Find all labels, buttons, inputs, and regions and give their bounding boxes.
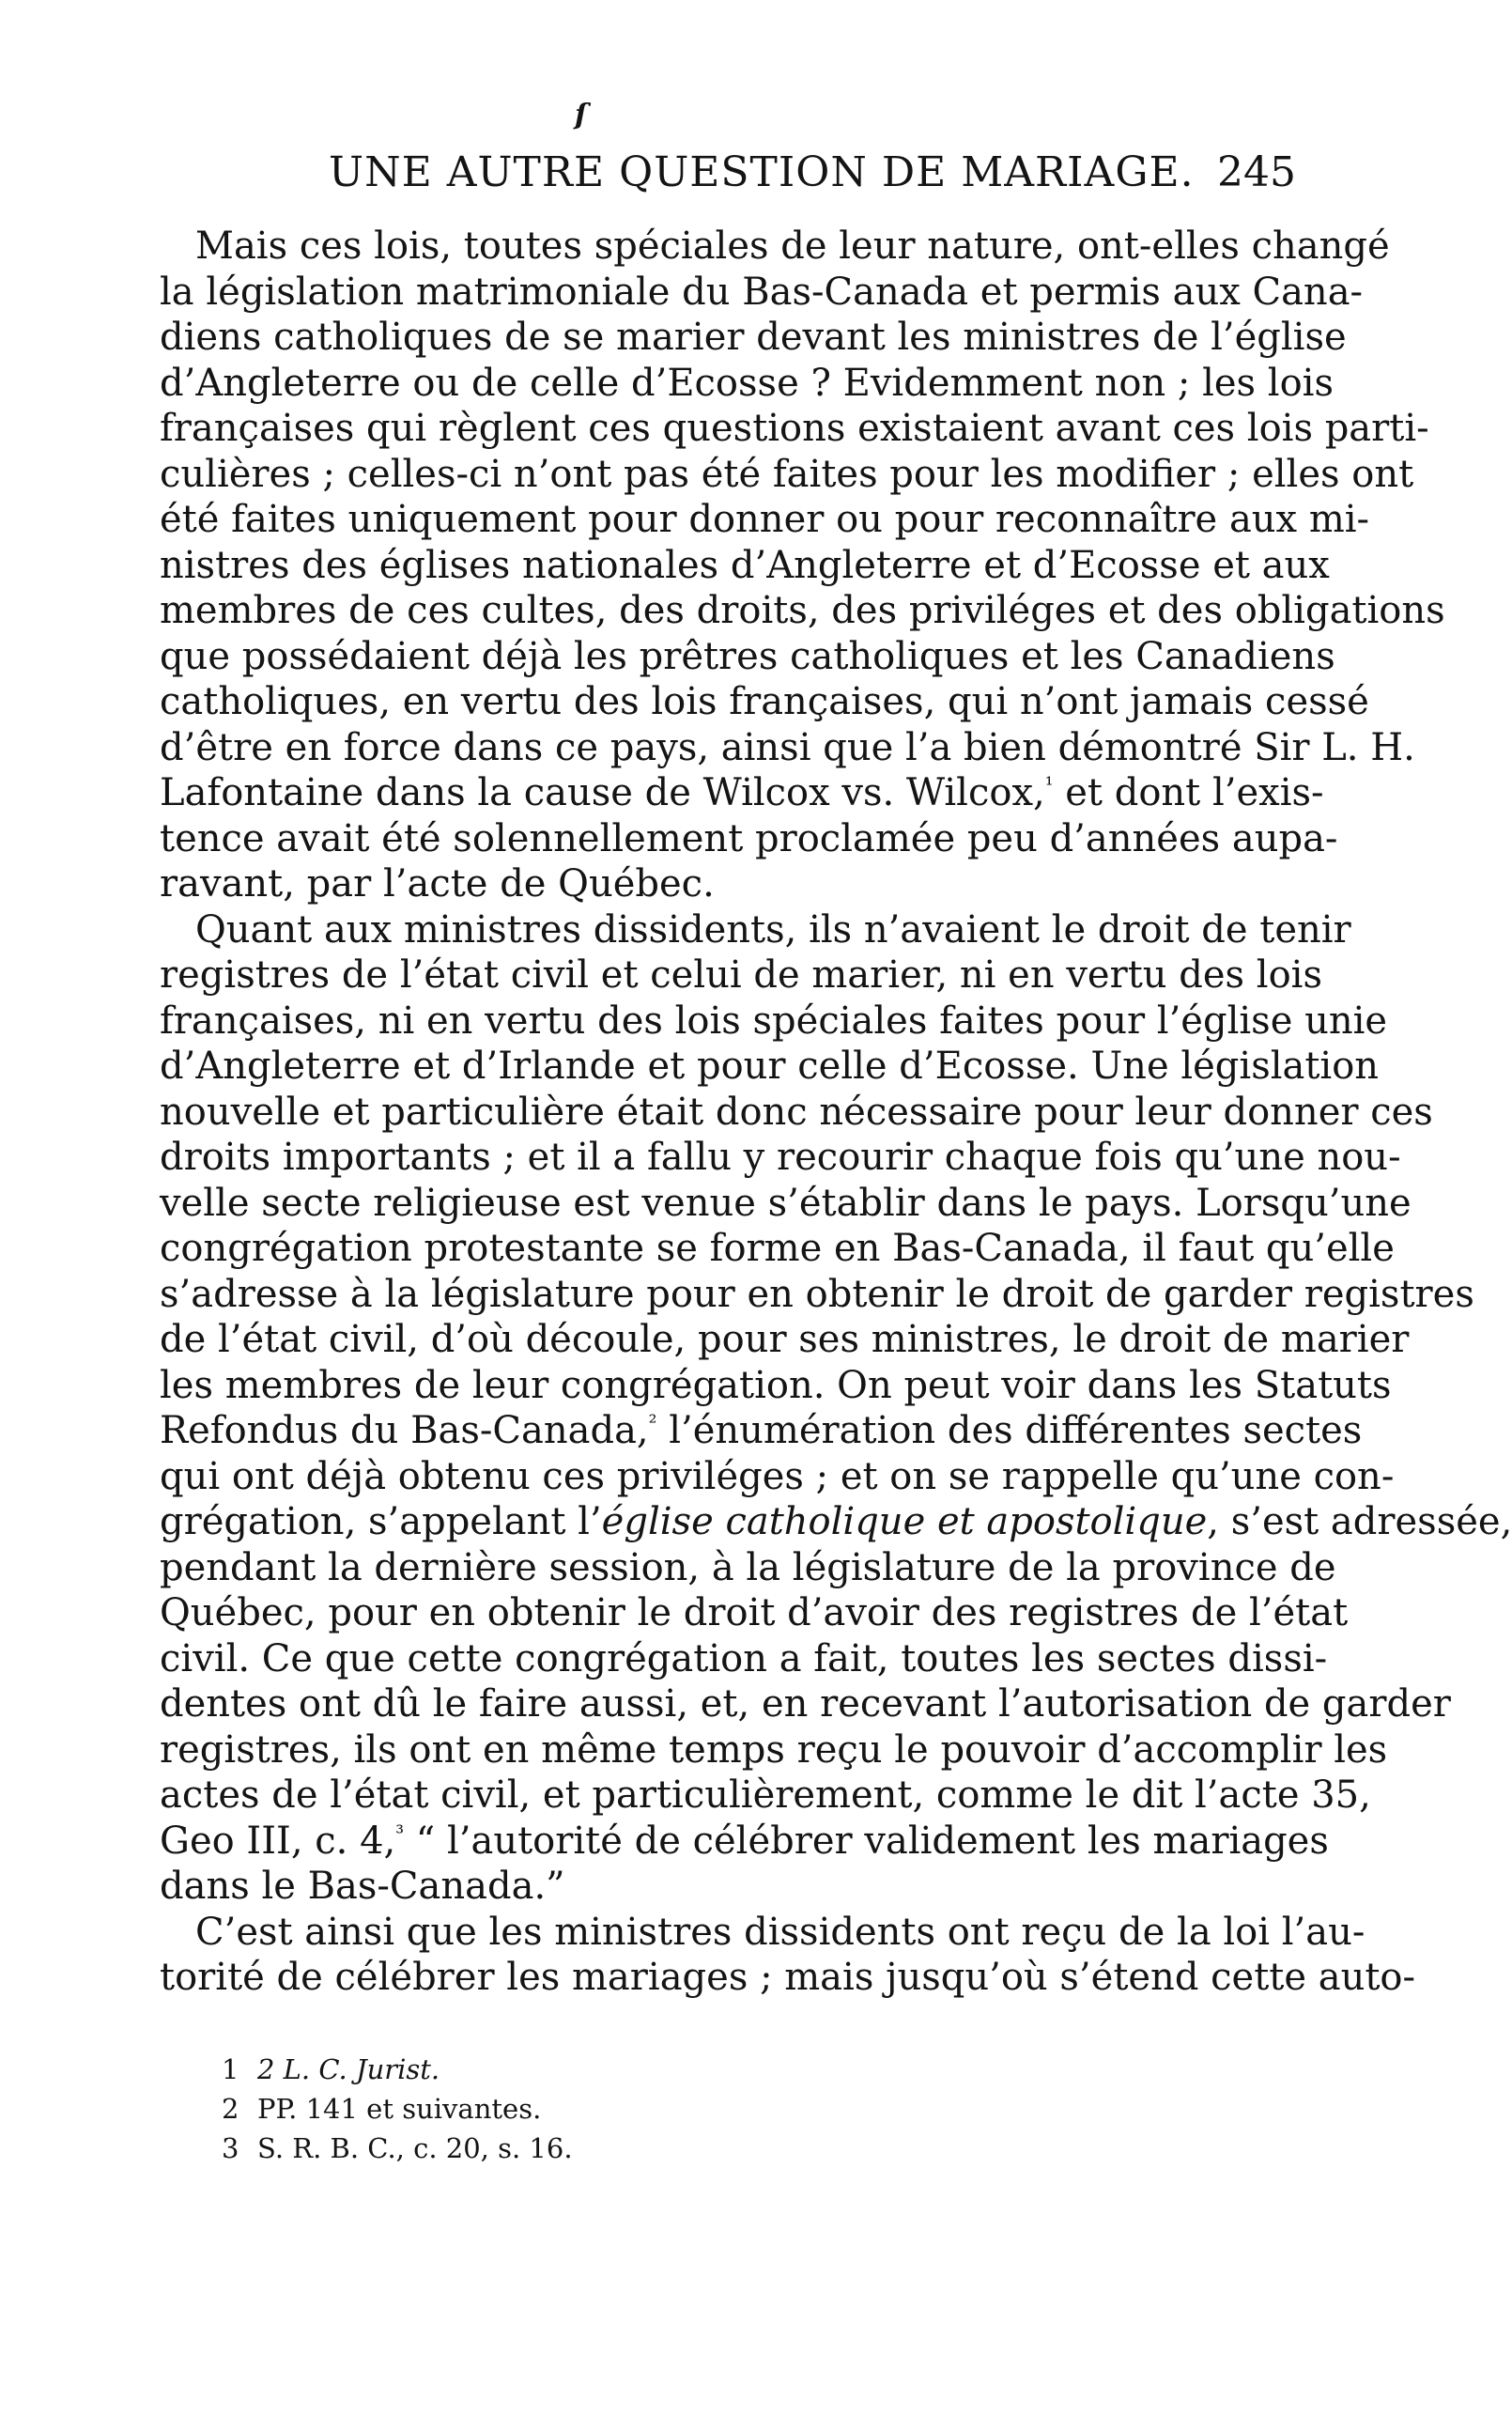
text-line: droits importants ; et il a fallu y recourir chaque fois qu’une nou- xyxy=(160,1136,1401,1179)
text-line: d’Angleterre et d’Irlande et pour celle d’Ecosse. Une législation xyxy=(160,1045,1380,1088)
text-line: Québec, pour en obtenir le droit d’avoir des registres de l’état xyxy=(160,1591,1349,1634)
text-segment: Geo III, c. 4, xyxy=(160,1819,396,1863)
text-line: pendant la dernière session, à la législature de la province de xyxy=(160,1545,1336,1589)
text-segment: grégation, s’appelant l’ xyxy=(160,1500,602,1543)
footnote-text: PP. 141 et suivantes. xyxy=(257,2093,542,2125)
footnote-3 xyxy=(222,2129,573,2168)
text-line: françaises qui règlent ces questions existaient avant ces lois parti- xyxy=(160,407,1429,450)
text-line xyxy=(160,770,1324,816)
running-head-title: UNE AUTRE QUESTION DE MARIAGE. xyxy=(329,148,1195,196)
text-line xyxy=(160,1408,1363,1454)
text-line: catholiques, en vertu des lois françaises, qui n’ont jamais cessé xyxy=(160,680,1369,723)
footnote-1 xyxy=(222,2050,573,2089)
footnote-number: 1 xyxy=(222,2053,239,2085)
footnote-text: 2 L. C. Jurist. xyxy=(257,2053,440,2085)
text-line: Quant aux ministres dissidents, ils n’avaient le droit de tenir xyxy=(195,907,1351,952)
text-line: diens catholiques de se marier devant les ministres de l’église xyxy=(160,316,1347,359)
text-line: actes de l’état civil, et particulièrement, comme le dit l’acte 35, xyxy=(160,1773,1371,1817)
text-line: C’est ainsi que les ministres dissidents ont reçu de la loi l’au- xyxy=(195,1910,1365,1954)
running-head xyxy=(329,145,1296,201)
footnote-2 xyxy=(222,2089,573,2129)
footnote-number: 3 xyxy=(222,2132,239,2164)
text-segment: , s’est adressée, xyxy=(1207,1500,1512,1543)
text-line: velle secte religieuse est venue s’établir dans le pays. Lorsqu’une xyxy=(160,1181,1412,1225)
footnote-ref-1: ¹ xyxy=(1044,774,1054,797)
text-line: nouvelle et particulière était donc nécessaire pour leur donner ces xyxy=(160,1090,1433,1134)
text-line xyxy=(160,1819,1329,1865)
text-line: culières ; celles-ci n’ont pas été faites pour les modifier ; elles ont xyxy=(160,452,1414,496)
text-line: d’être en force dans ce pays, ainsi que l’a bien démontré Sir L. H. xyxy=(160,725,1415,769)
text-line: registres, ils ont en même temps reçu le pouvoir d’accomplir les xyxy=(160,1727,1388,1772)
footnote-ref-2: ² xyxy=(648,1412,657,1435)
text-line: dentes ont dû le faire aussi, et, en recevant l’autorisation de garder xyxy=(160,1682,1451,1726)
text-segment: et dont l’exis- xyxy=(1053,771,1324,814)
text-line: congrégation protestante se forme en Bas-Canada, il faut qu’elle xyxy=(160,1227,1395,1270)
text-segment: Lafontaine dans la cause de Wilcox vs. Wilcox, xyxy=(160,771,1045,814)
text-line: nistres des églises nationales d’Angleterre et d’Ecosse et aux xyxy=(160,543,1330,587)
text-line: qui ont déjà obtenu ces priviléges ; et on se rappelle qu’une con- xyxy=(160,1454,1395,1498)
text-line: de l’état civil, d’où découle, pour ses ministres, le droit de marier xyxy=(160,1318,1410,1361)
body-text xyxy=(160,224,1512,2001)
footnote-ref-3: ³ xyxy=(395,1821,405,1846)
text-line: d’Angleterre ou de celle d’Ecosse ? Evidemment non ; les lois xyxy=(160,361,1334,405)
text-line: registres de l’état civil et celui de marier, ni en vertu des lois xyxy=(160,953,1322,997)
text-line: que possédaient déjà les prêtres catholiques et les Canadiens xyxy=(160,634,1335,678)
text-line xyxy=(160,1499,1512,1545)
footnote-text: S. R. B. C., c. 20, s. 16. xyxy=(257,2132,573,2164)
text-line: ravant, par l’acte de Québec. xyxy=(160,862,715,906)
text-segment: l’énumération des différentes sectes xyxy=(656,1409,1363,1452)
page-number: 245 xyxy=(1217,148,1296,196)
text-line: la législation matrimoniale du Bas-Canada et permis aux Cana- xyxy=(160,270,1364,314)
footnotes xyxy=(222,2050,573,2168)
text-line: les membres de leur congrégation. On peut voir dans les Statuts xyxy=(160,1363,1392,1407)
text-line: été faites uniquement pour donner ou pour reconnaître aux mi- xyxy=(160,498,1370,541)
printer-mark: ſ xyxy=(575,99,587,132)
text-line: civil. Ce que cette congrégation a fait, toutes les sectes dissi- xyxy=(160,1636,1328,1680)
text-line: françaises, ni en vertu des lois spéciales faites pour l’église unie xyxy=(160,999,1388,1043)
text-line: Mais ces lois, toutes spéciales de leur nature, ont-elles changé xyxy=(195,225,1390,268)
italic-phrase: église catholique et apostolique xyxy=(601,1500,1208,1543)
text-line: tence avait été solennellement proclamée peu d’années aupa- xyxy=(160,816,1338,860)
text-line: dans le Bas-Canada.” xyxy=(160,1865,565,1908)
text-segment: Refondus du Bas-Canada, xyxy=(160,1409,649,1452)
text-line: membres de ces cultes, des droits, des priviléges et des obligations xyxy=(160,589,1445,632)
text-segment: “ l’autorité de célébrer validement les mariages xyxy=(404,1819,1329,1863)
text-line: s’adresse à la législature pour en obtenir le droit de garder registres xyxy=(160,1272,1474,1316)
text-line: torité de célébrer les mariages ; mais jusqu’où s’étend cette auto- xyxy=(160,1956,1416,1999)
footnote-number: 2 xyxy=(222,2093,239,2125)
